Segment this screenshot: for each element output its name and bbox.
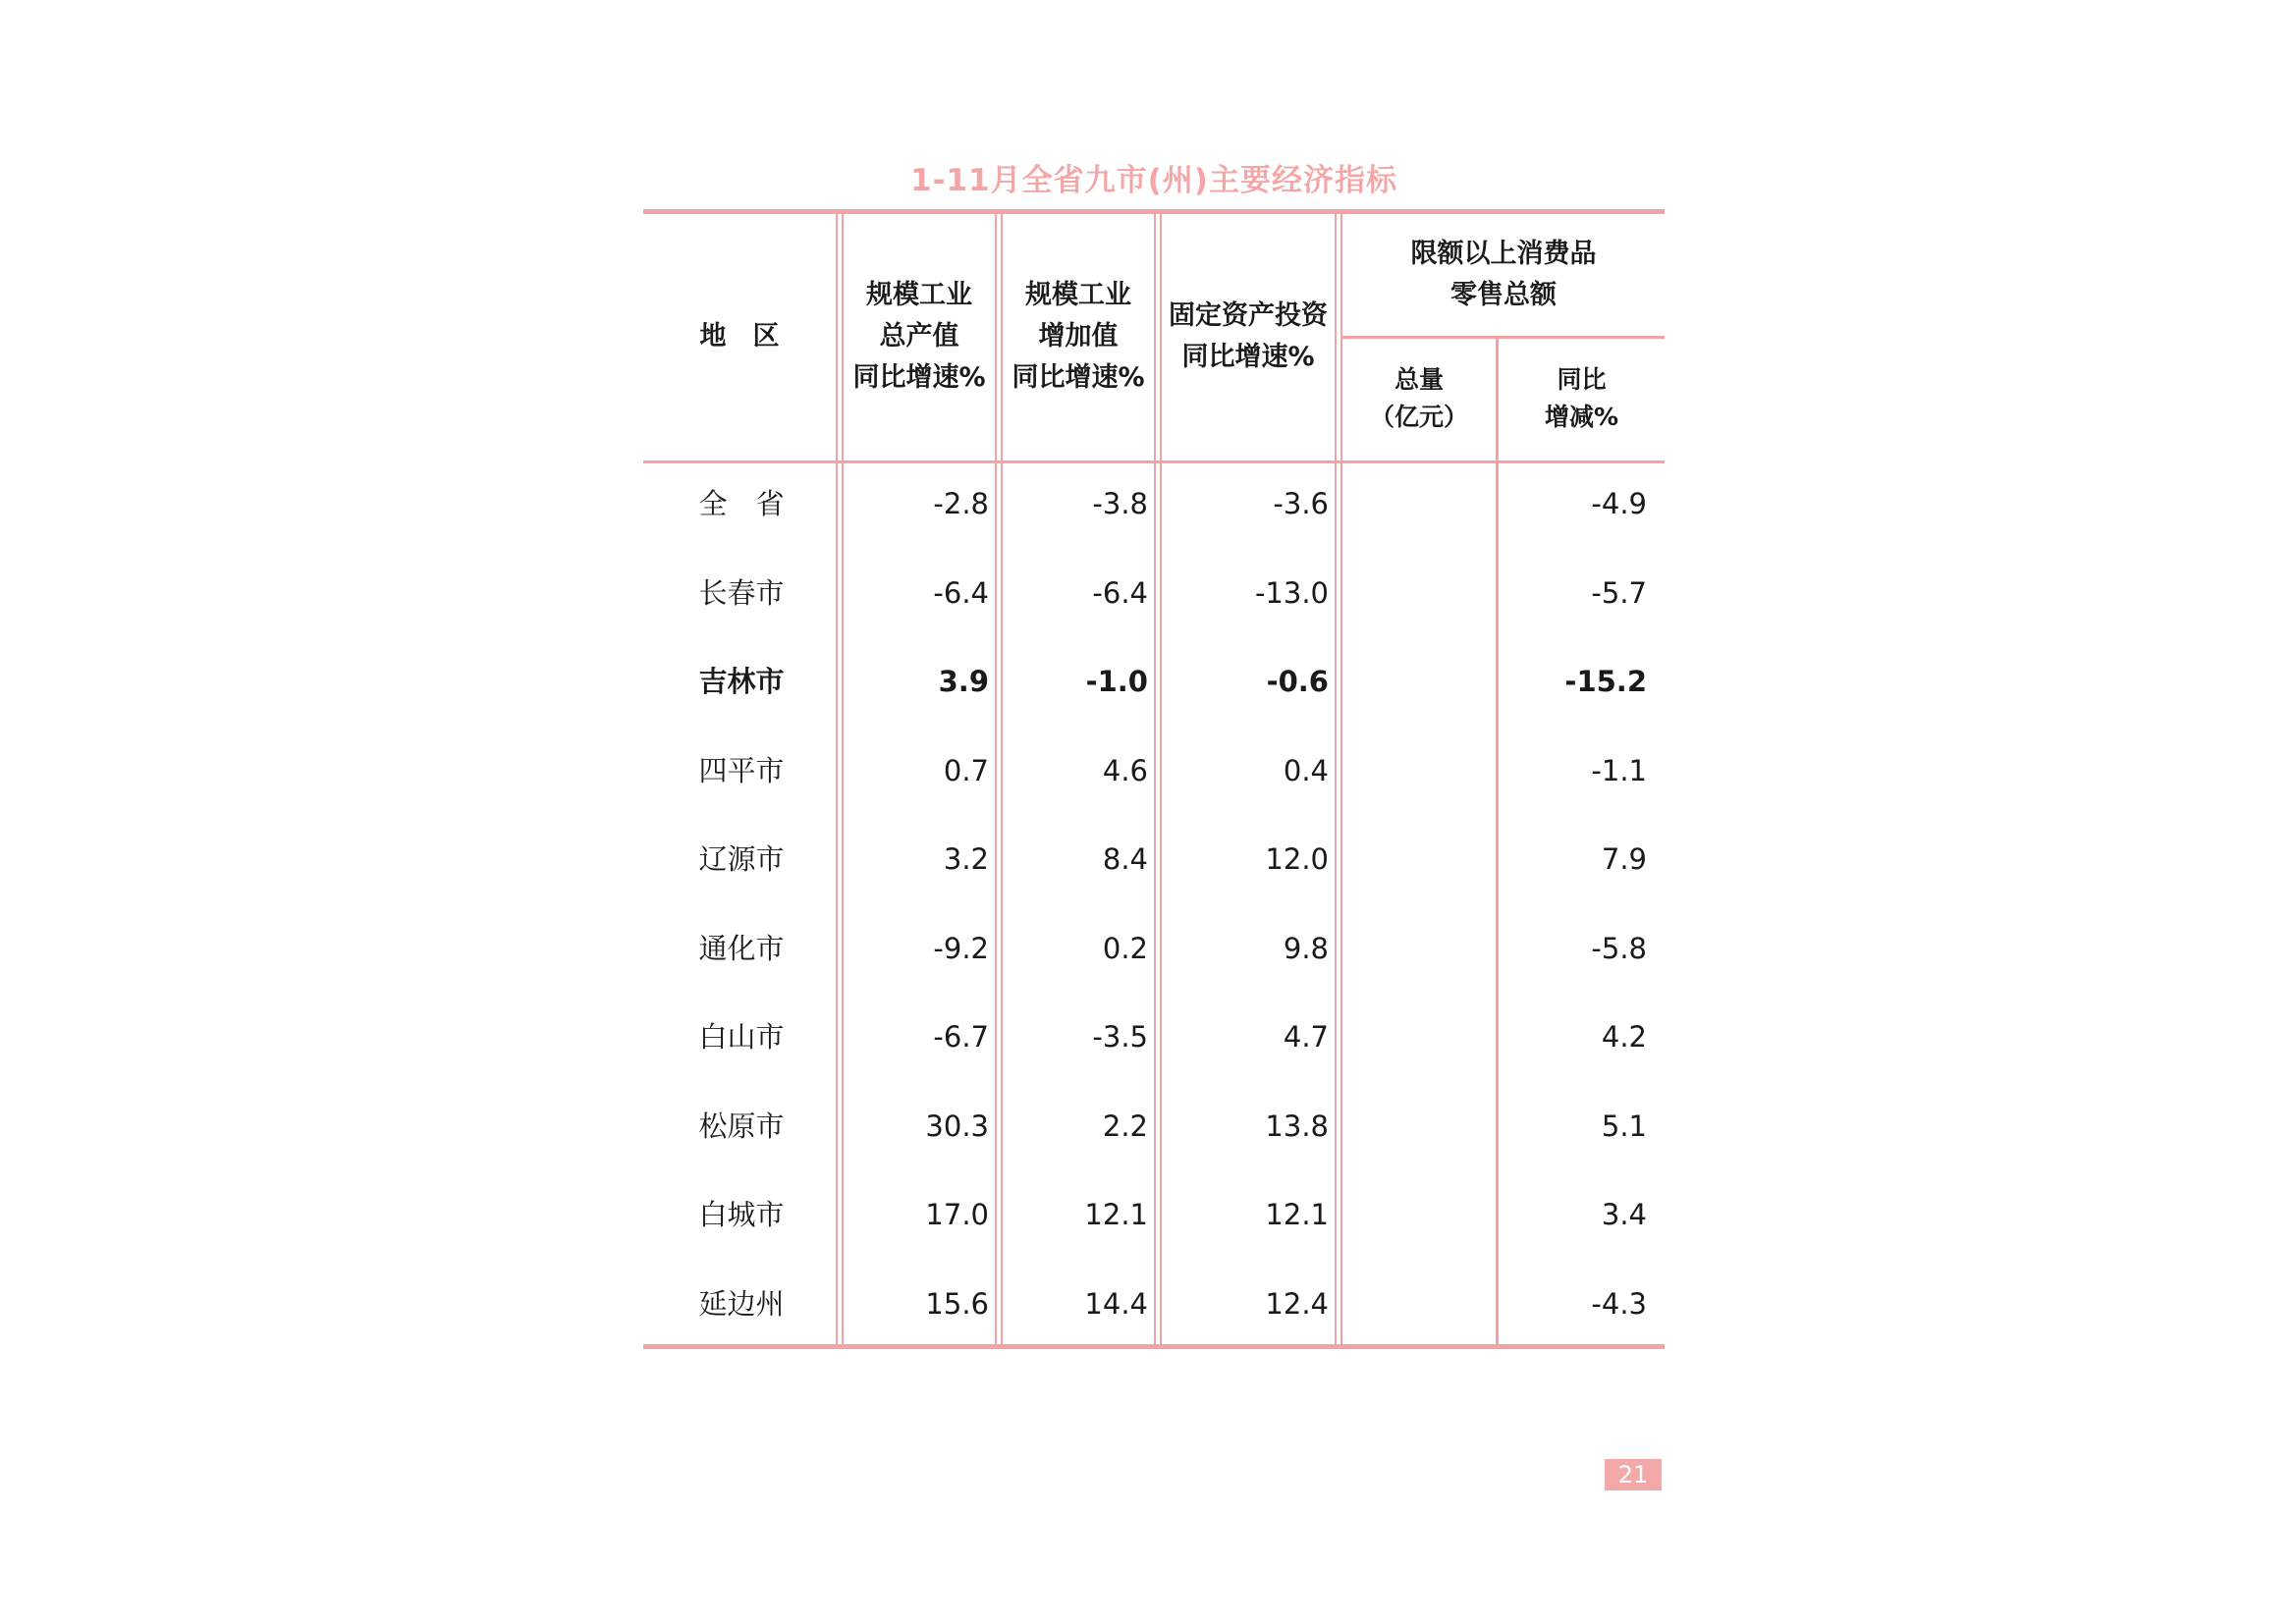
- header-retail-total-line1: 总量: [1394, 365, 1444, 394]
- header-industrial-added-line3: 同比增速%: [1011, 362, 1145, 393]
- region-cell: 延边州: [698, 1286, 785, 1321]
- table-row: [643, 1185, 1665, 1244]
- industrial-added-cell: 4.6: [1102, 753, 1148, 787]
- industrial-output-cell: 17.0: [925, 1198, 989, 1231]
- industrial-added-cell: 2.2: [1102, 1109, 1148, 1143]
- fixed-asset-cell: 12.4: [1265, 1286, 1329, 1321]
- retail-total-cell: [1339, 830, 1486, 889]
- retail-yoy-cell: 4.2: [1601, 1020, 1647, 1054]
- header-industrial-added: [1003, 275, 1154, 399]
- region-cell: 松原市: [698, 1109, 785, 1143]
- header-retail-yoy-line1: 同比: [1557, 365, 1607, 394]
- region-cell: 白山市: [698, 1020, 785, 1054]
- industrial-output-cell: 0.7: [943, 753, 989, 787]
- region-cell: 白城市: [698, 1198, 785, 1231]
- fixed-asset-cell: 4.7: [1283, 1020, 1329, 1054]
- industrial-output-cell: 3.9: [938, 665, 989, 698]
- industrial-added-cell: 8.4: [1102, 842, 1148, 876]
- industrial-added-cell: -3.5: [1092, 1020, 1148, 1054]
- industrial-added-cell: -3.8: [1092, 487, 1148, 520]
- header-retail-group-line1: 限额以上消费品: [1410, 239, 1597, 269]
- fixed-asset-cell: -13.0: [1254, 575, 1329, 610]
- retail-yoy-cell: -1.1: [1591, 753, 1647, 787]
- region-cell: 长春市: [698, 575, 785, 610]
- retail-yoy-cell: -15.2: [1564, 665, 1647, 698]
- industrial-output-cell: -6.7: [933, 1020, 989, 1054]
- header-industrial-added-line2: 增加值: [1038, 321, 1119, 352]
- region-cell: 四平市: [698, 753, 785, 787]
- page-number: 21: [1605, 1459, 1662, 1490]
- retail-total-cell: [1339, 1185, 1486, 1244]
- retail-yoy-cell: -4.9: [1591, 487, 1647, 520]
- table-row: [643, 830, 1665, 889]
- header-retail-total-line2: （亿元）: [1369, 403, 1468, 431]
- retail-yoy-cell: 7.9: [1601, 842, 1647, 876]
- header-fixed-asset-line2: 同比增速%: [1181, 342, 1315, 372]
- table-row: [643, 564, 1665, 622]
- retail-total-cell: [1339, 741, 1486, 800]
- header-industrial-output-line1: 规模工业: [866, 280, 972, 310]
- retail-yoy-cell: 3.4: [1601, 1198, 1647, 1231]
- region-cell: 通化市: [698, 931, 785, 965]
- header-industrial-output: [844, 275, 995, 399]
- fixed-asset-cell: 9.8: [1283, 931, 1329, 965]
- retail-total-cell: [1339, 474, 1486, 533]
- header-fixed-asset: [1162, 296, 1335, 378]
- industrial-output-cell: 15.6: [925, 1286, 989, 1321]
- industrial-added-cell: 14.4: [1084, 1286, 1148, 1321]
- header-retail-yoy-line2: 增减%: [1544, 403, 1619, 431]
- header-retail-group: [1342, 234, 1665, 316]
- fixed-asset-cell: -0.6: [1266, 665, 1329, 698]
- retail-yoy-cell: -5.7: [1591, 575, 1647, 610]
- table-row: [643, 741, 1665, 800]
- industrial-output-cell: -6.4: [933, 575, 989, 610]
- fixed-asset-cell: -3.6: [1273, 487, 1329, 520]
- region-cell: 全 省: [698, 487, 785, 520]
- header-retail-total: [1342, 361, 1496, 436]
- retail-yoy-cell: -5.8: [1591, 931, 1647, 965]
- retail-total-cell: [1339, 652, 1486, 711]
- fixed-asset-cell: 12.0: [1265, 842, 1329, 876]
- table-row: [643, 1097, 1665, 1156]
- industrial-added-cell: -6.4: [1092, 575, 1148, 610]
- fixed-asset-cell: 12.1: [1265, 1198, 1329, 1231]
- region-cell: 辽源市: [698, 842, 785, 876]
- retail-yoy-cell: 5.1: [1601, 1109, 1647, 1143]
- header-retail-group-line2: 零售总额: [1450, 280, 1557, 310]
- industrial-output-cell: -9.2: [933, 931, 989, 965]
- industrial-output-cell: 3.2: [943, 842, 989, 876]
- industrial-output-cell: 30.3: [925, 1109, 989, 1143]
- header-industrial-added-line1: 规模工业: [1025, 280, 1131, 310]
- industrial-added-cell: 12.1: [1084, 1198, 1148, 1231]
- header-region: [643, 316, 836, 357]
- fixed-asset-cell: 0.4: [1283, 753, 1329, 787]
- industrial-added-cell: -1.0: [1085, 665, 1148, 698]
- header-industrial-output-line3: 同比增速%: [852, 362, 986, 393]
- table-row: [643, 1274, 1665, 1333]
- retail-total-cell: [1339, 1007, 1486, 1066]
- retail-subheader-rule: [1340, 336, 1665, 339]
- table-row: [643, 1007, 1665, 1066]
- industrial-added-cell: 0.2: [1102, 931, 1148, 965]
- retail-total-cell: [1339, 1274, 1486, 1333]
- header-fixed-asset-line1: 固定资产投资: [1169, 300, 1328, 331]
- retail-yoy-cell: -4.3: [1591, 1286, 1647, 1321]
- table-row: [643, 919, 1665, 978]
- header-industrial-output-line2: 总产值: [879, 321, 959, 352]
- retail-total-cell: [1339, 919, 1486, 978]
- region-cell: 吉林市: [698, 665, 785, 698]
- header-retail-yoy: [1499, 361, 1665, 436]
- header-region-label: 地 区: [699, 321, 780, 352]
- retail-total-cell: [1339, 1097, 1486, 1156]
- industrial-output-cell: -2.8: [933, 487, 989, 520]
- table-row: [643, 652, 1665, 711]
- table-title: 1-11月全省九市(州)主要经济指标: [910, 163, 1397, 198]
- retail-total-cell: [1339, 564, 1486, 622]
- table-row: [643, 474, 1665, 533]
- fixed-asset-cell: 13.8: [1265, 1109, 1329, 1143]
